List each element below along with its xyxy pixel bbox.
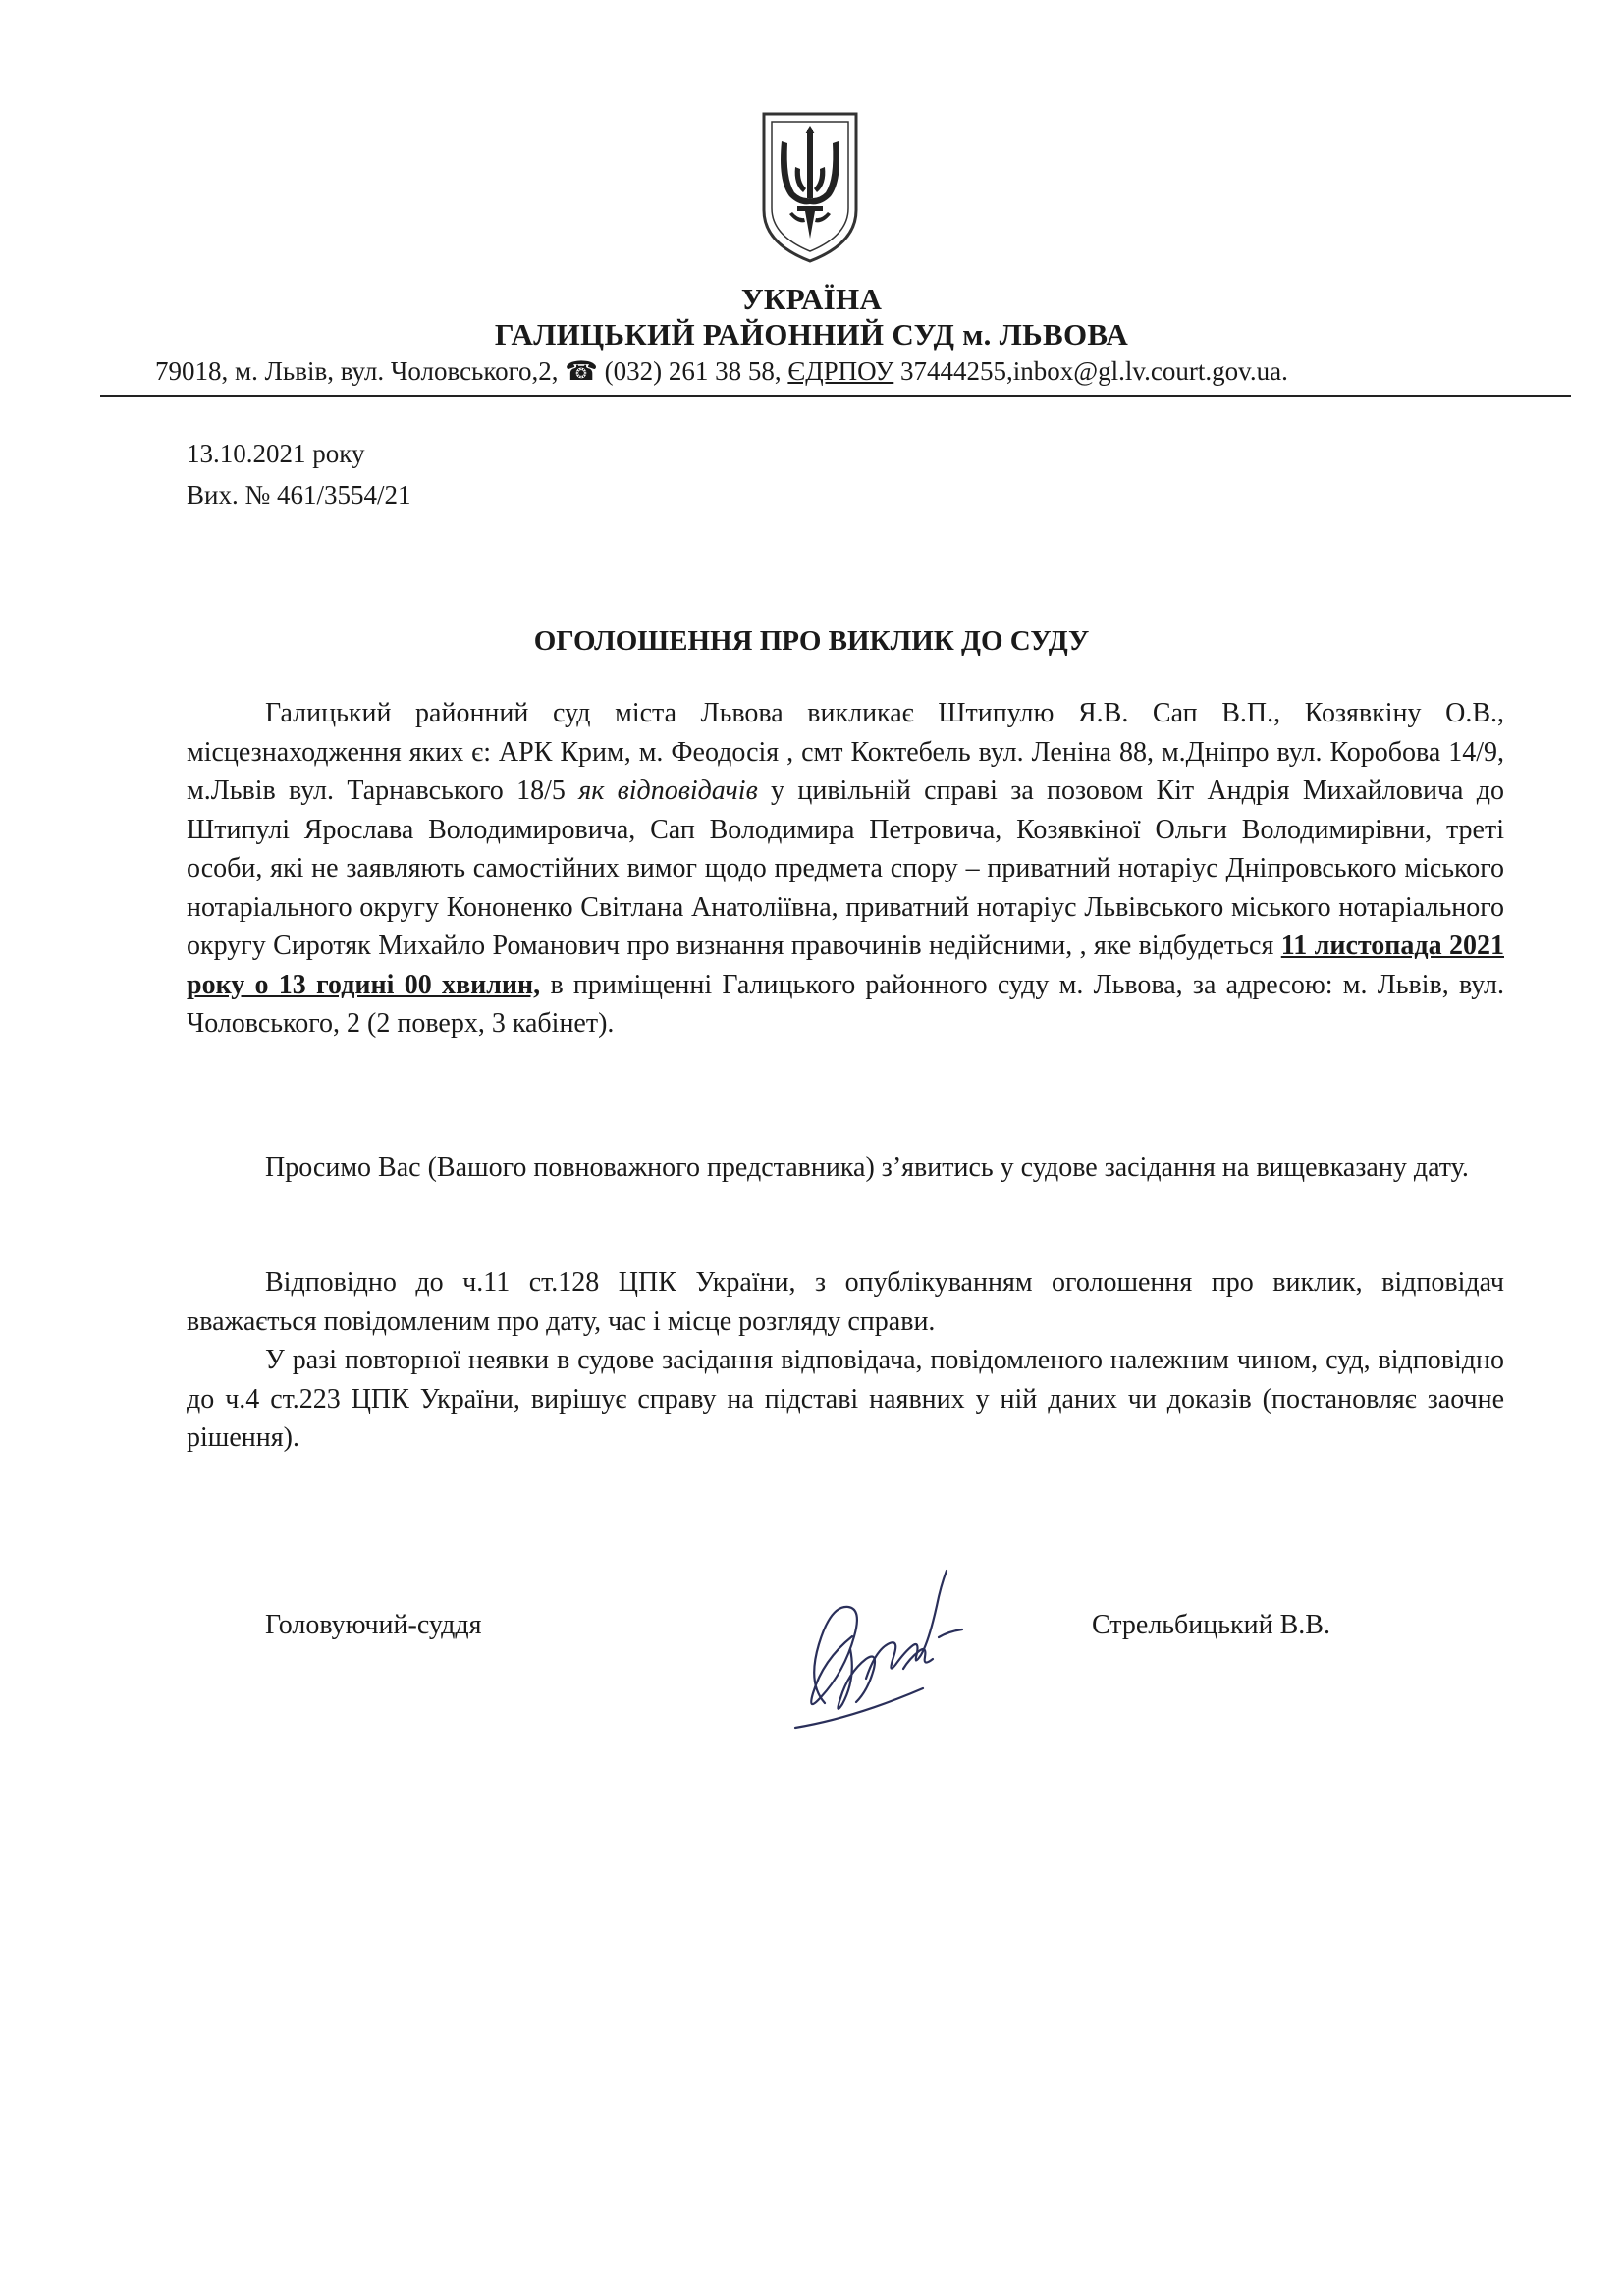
address-text: 79018, м. Львів, вул. Чоловського,2,: [155, 356, 559, 386]
paragraph-absence: [187, 1341, 1504, 1458]
handwritten-signature-icon: [756, 1531, 992, 1767]
header-divider: [100, 395, 1571, 397]
document-date: 13.10.2021 року: [187, 439, 365, 468]
country-heading: УКРАЇНА: [740, 282, 883, 316]
absence-text: У разі повторної неявки в судове засідання відповідача, повідомленого належним чином, суд, відповідно до ч.4 ст.223 ЦПК України, вирішує справу на підставі наявних у ній даних чи доказів (постановляє заочне рішення).: [187, 1345, 1504, 1453]
case-text: у цивільній справі за позовом Кіт Андрія Михайловича до Штипулі Ярослава Володимировича, Сап Володимира Петровича, Козявкіної Ольги Володимирівни, треті особи, які не заявляють самостійних вимог щодо предмета спору – приватний нотаріус Дніпровського міського нотаріального округу Кононенко Світлана Анатоліївна, приватний нотаріус Львівського міського нотаріального округу Сиротяк Михайло Романович про визнання правочинів недійсними, , яке відбудеться: [187, 775, 1505, 961]
notification-text: Відповідно до ч.11 ст.128 ЦПК України, з опублікуванням оголошення про виклик, відповідач вважається повідомленим про дату, час і місце розгляду справи.: [187, 1267, 1504, 1337]
document-title: ОГОЛОШЕННЯ ПРО ВИКЛИК ДО СУДУ: [533, 625, 1090, 657]
signatory-name: Стрельбицький В.В.: [1092, 1610, 1330, 1640]
paragraph-notification: [187, 1263, 1504, 1341]
paragraph-request: [187, 1148, 1504, 1188]
outgoing-number: Вих. № 461/3554/21: [187, 480, 411, 509]
trident-emblem-icon: [756, 108, 864, 265]
edrpou-and-email: 37444255,inbox@gl.lv.court.gov.ua.: [900, 356, 1288, 386]
hearing-datetime: 11 листопада 2021 року о 13 годині 00 хвилин,: [187, 931, 1504, 1000]
court-heading: ГАЛИЦЬКИЙ РАЙОННИЙ СУД м. ЛЬВОВА: [494, 317, 1129, 351]
edrpou-label: ЄДРПОУ: [787, 356, 894, 386]
telephone-icon: ☎: [565, 356, 598, 386]
paragraph-summons: [187, 694, 1504, 1043]
summons-text: Галицький районний суд міста Львова викликає Штипулю Я.В. Сап В.П., Козявкіну О.В., місцезнаходження яких є: АРК Крим, м. Феодосія , смт Коктебель вул. Леніна 88, м.Дніпро вул. Коробова 14/9, м.Львів вул. Тарнавського 18/5: [187, 698, 1504, 806]
court-address-line: 79018, м. Львів, вул. Чоловського,2, ☎ (032) 261 38 58, ЄДРПОУ 37444255,inbox@gl.lv.court.gov.ua.: [155, 356, 1288, 386]
hearing-location: в приміщенні Галицького районного суду м. Львова, за адресою: м. Львів, вул. Чоловського, 2 (2 поверх, 3 кабінет).: [187, 969, 1504, 1039]
phone-number: (032) 261 38 58: [604, 356, 775, 386]
request-text: Просимо Вас (Вашого повноважного представника) з’явитись у судове засідання на вищевказану дату.: [265, 1152, 1469, 1183]
defendant-role: як відповідачів: [578, 775, 758, 806]
signatory-role: Головуючий-суддя: [265, 1610, 482, 1640]
